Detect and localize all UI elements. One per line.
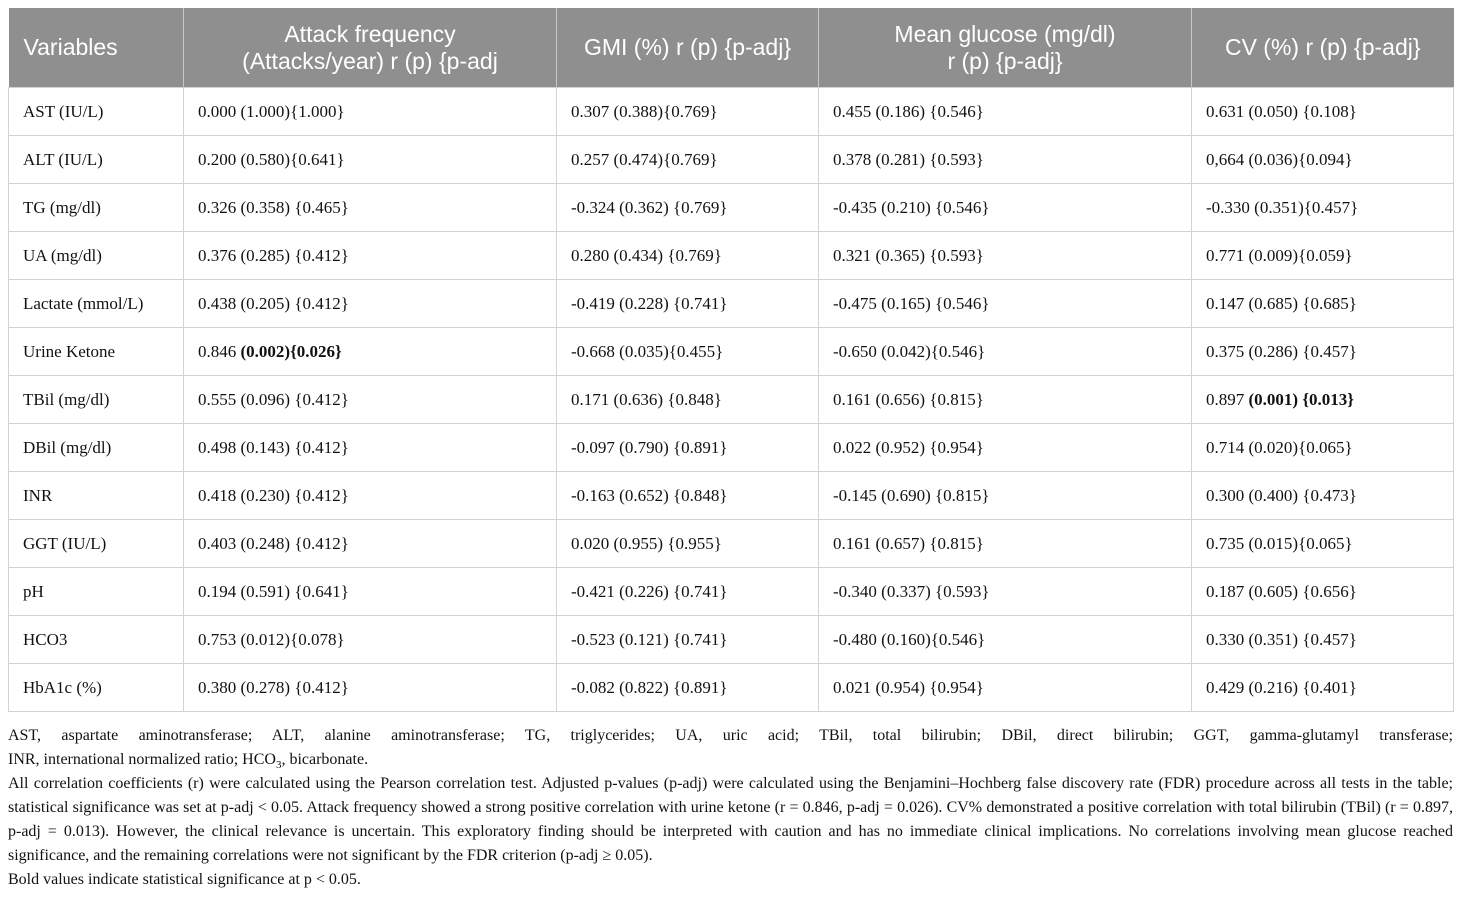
header-line: r (p) {p-adj} [947,47,1063,74]
cell-value: 0.429 (0.216) {0.401} [1206,677,1357,697]
cell-gmi [557,136,819,184]
cell-variable: UA (mg/dl) [9,232,184,280]
cell-variable: ALT (IU/L) [9,136,184,184]
cell-value: 0.147 (0.685) {0.685} [1206,293,1357,313]
cell-value: 0,664 (0.036){0.094} [1206,149,1353,169]
table-row [9,136,1454,184]
cell-value: 0.171 (0.636) {0.848} [571,389,722,409]
subscript: 3 [275,759,282,772]
bold-values-note: Bold values indicate statistical significance at p < 0.05. [8,871,361,888]
table-row [9,520,1454,568]
cell-gmi [557,424,819,472]
cell-value: 0.321 (0.365) {0.593} [833,245,984,265]
cell-value: -0.163 (0.652) {0.848} [571,485,728,505]
correlation-table-container [8,8,1453,712]
cell-variable: HbA1c (%) [9,664,184,712]
table-row [9,472,1454,520]
methods-note: All correlation coefficients (r) were calculated using the Pearson correlation test. Adjusted p-values (p-adj) were calculated using the Benjamini–Hochberg false discovery rate (FDR) procedure across all tests in the table; statistical significance was set at p-adj < 0.05. Attack frequency showed a strong positive correlation with urine ketone (r = 0.846, p-adj = 0.026). CV% demonstrated a positive correlation with total bilirubin (TBil) (r = 0.897, p-adj = 0.013). However, the clinical relevance is uncertain. This exploratory finding should be interpreted with caution and has no immediate clinical implications. No correlations involving mean glucose reached significance, and the remaining correlations were not significant by the FDR criterion (p-adj ≥ 0.05). [8,775,1453,864]
cell-attack [184,184,557,232]
cell-attack [184,472,557,520]
cell-attack [184,520,557,568]
table-row [9,568,1454,616]
cell-variable: INR [9,472,184,520]
cell-cv [1192,520,1454,568]
cell-gmi [557,88,819,136]
header-line: Variables [23,34,118,60]
cell-glucose [819,568,1192,616]
cell-value: 0.022 (0.952) {0.954} [833,437,984,457]
cell-variable: GGT (IU/L) [9,520,184,568]
table-row [9,328,1454,376]
cell-variable: Lactate (mmol/L) [9,280,184,328]
cell-value: 0.161 (0.656) {0.815} [833,389,984,409]
cell-attack [184,232,557,280]
cell-cv [1192,424,1454,472]
cell-glucose [819,136,1192,184]
cell-value: -0.082 (0.822) {0.891} [571,677,728,697]
abbreviations-note-line2 [8,748,1453,772]
header-line: GMI (%) r (p) {p-adj} [583,34,792,60]
cell-cv [1192,472,1454,520]
abbreviation-text: , bicarbonate. [281,751,369,768]
cell-cv [1192,232,1454,280]
cell-value: 0.307 (0.388){0.769} [571,101,718,121]
cell-cv [1192,136,1454,184]
correlation-table [8,8,1454,712]
cell-glucose [819,664,1192,712]
cell-value: 0.330 (0.351) {0.457} [1206,629,1357,649]
cell-value: -0.330 (0.351){0.457} [1206,197,1359,217]
cell-variable: pH [9,568,184,616]
cell-gmi [557,328,819,376]
cell-variable: AST (IU/L) [9,88,184,136]
cell-value: 0.753 (0.012){0.078} [198,629,345,649]
header-line: (Attacks/year) r (p) {p-adj [242,47,498,74]
cell-glucose [819,232,1192,280]
cell-value: 0.771 (0.009){0.059} [1206,245,1353,265]
cell-glucose [819,280,1192,328]
cell-attack [184,328,557,376]
cell-value: 0.380 (0.278) {0.412} [198,677,349,697]
cell-value: 0.378 (0.281) {0.593} [833,149,984,169]
cell-glucose [819,184,1192,232]
cell-value: -0.340 (0.337) {0.593} [833,581,990,601]
table-row [9,184,1454,232]
cell-variable: TBil (mg/dl) [9,376,184,424]
cell-glucose [819,376,1192,424]
cell-value: 0.280 (0.434) {0.769} [571,245,722,265]
cell-cv [1192,184,1454,232]
cell-glucose [819,424,1192,472]
cell-cv [1192,568,1454,616]
cell-value: 0.326 (0.358) {0.465} [198,197,349,217]
header-cv [1192,8,1454,88]
cell-gmi [557,184,819,232]
cell-attack [184,136,557,184]
cell-attack [184,616,557,664]
cell-cv [1192,664,1454,712]
cell-value: 0.455 (0.186) {0.546} [833,101,984,121]
cell-gmi [557,376,819,424]
cell-value: 0.438 (0.205) {0.412} [198,293,349,313]
header-line: Mean glucose (mg/dl) [894,20,1116,47]
table-row [9,88,1454,136]
cell-cv [1192,328,1454,376]
cell-gmi [557,568,819,616]
cell-value: 0.498 (0.143) {0.412} [198,437,349,457]
cell-glucose [819,520,1192,568]
cell-variable: HCO3 [9,616,184,664]
cell-gmi [557,472,819,520]
cell-value: -0.419 (0.228) {0.741} [571,293,728,313]
cell-variable: TG (mg/dl) [9,184,184,232]
cell-gmi [557,616,819,664]
cell-attack [184,664,557,712]
cell-value: 0.161 (0.657) {0.815} [833,533,984,553]
cell-value: 0.555 (0.096) {0.412} [198,389,349,409]
cell-value: -0.435 (0.210) {0.546} [833,197,990,217]
cell-value: 0.631 (0.050) {0.108} [1206,101,1357,121]
cell-value: 0.897 [1206,389,1249,409]
header-attack-frequency [184,8,557,88]
cell-value: 0.403 (0.248) {0.412} [198,533,349,553]
cell-value: 0.376 (0.285) {0.412} [198,245,349,265]
header-line: CV (%) r (p) {p-adj} [1224,34,1421,60]
cell-value: 0.714 (0.020){0.065} [1206,437,1353,457]
abbreviations-note-line1: AST, aspartate aminotransferase; ALT, alanine aminotransferase; TG, triglycerides; UA, uric acid; TBil, total bilirubin; DBil, direct bilirubin; GGT, gamma-glutamyl transferase; [8,727,1453,744]
cell-gmi [557,232,819,280]
table-body [9,88,1454,712]
cell-cv [1192,616,1454,664]
cell-glucose [819,328,1192,376]
cell-value: 0.375 (0.286) {0.457} [1206,341,1357,361]
cell-value: 0.200 (0.580){0.641} [198,149,345,169]
table-row [9,376,1454,424]
cell-gmi [557,280,819,328]
cell-value: -0.668 (0.035){0.455} [571,341,724,361]
cell-value: -0.421 (0.226) {0.741} [571,581,728,601]
cell-value: -0.145 (0.690) {0.815} [833,485,990,505]
cell-value: 0.846 [198,341,241,361]
cell-cv [1192,376,1454,424]
cell-value: 0.194 (0.591) {0.641} [198,581,349,601]
cell-variable: DBil (mg/dl) [9,424,184,472]
cell-variable: Urine Ketone [9,328,184,376]
cell-glucose [819,472,1192,520]
cell-attack [184,88,557,136]
cell-value: -0.480 (0.160){0.546} [833,629,986,649]
table-row [9,424,1454,472]
cell-value: 0.020 (0.955) {0.955} [571,533,722,553]
cell-value: -0.523 (0.121) {0.741} [571,629,728,649]
abbreviation-text: INR, international normalized ratio; HCO [8,751,276,768]
cell-value: -0.475 (0.165) {0.546} [833,293,990,313]
cell-value: 0.418 (0.230) {0.412} [198,485,349,505]
table-row [9,664,1454,712]
header-gmi [557,8,819,88]
cell-value: 0.000 (1.000){1.000} [198,101,345,121]
cell-cv [1192,88,1454,136]
table-footnotes [8,724,1453,892]
significant-value: (0.002){0.026} [240,341,342,361]
cell-glucose [819,88,1192,136]
cell-attack [184,424,557,472]
cell-attack [184,280,557,328]
cell-value: -0.650 (0.042){0.546} [833,341,986,361]
cell-value: -0.324 (0.362) {0.769} [571,197,728,217]
table-row [9,232,1454,280]
significant-value: (0.001) {0.013} [1248,389,1354,409]
cell-attack [184,568,557,616]
table-row [9,280,1454,328]
cell-value: 0.300 (0.400) {0.473} [1206,485,1357,505]
cell-value: -0.097 (0.790) {0.891} [571,437,728,457]
header-line: Attack frequency [284,20,456,47]
cell-attack [184,376,557,424]
cell-value: 0.187 (0.605) {0.656} [1206,581,1357,601]
cell-cv [1192,280,1454,328]
header-mean-glucose [819,8,1192,88]
cell-gmi [557,520,819,568]
cell-glucose [819,616,1192,664]
cell-gmi [557,664,819,712]
cell-value: 0.735 (0.015){0.065} [1206,533,1353,553]
cell-value: 0.021 (0.954) {0.954} [833,677,984,697]
cell-value: 0.257 (0.474){0.769} [571,149,718,169]
table-row [9,616,1454,664]
table-header-row [9,8,1454,88]
header-variables [9,8,184,88]
